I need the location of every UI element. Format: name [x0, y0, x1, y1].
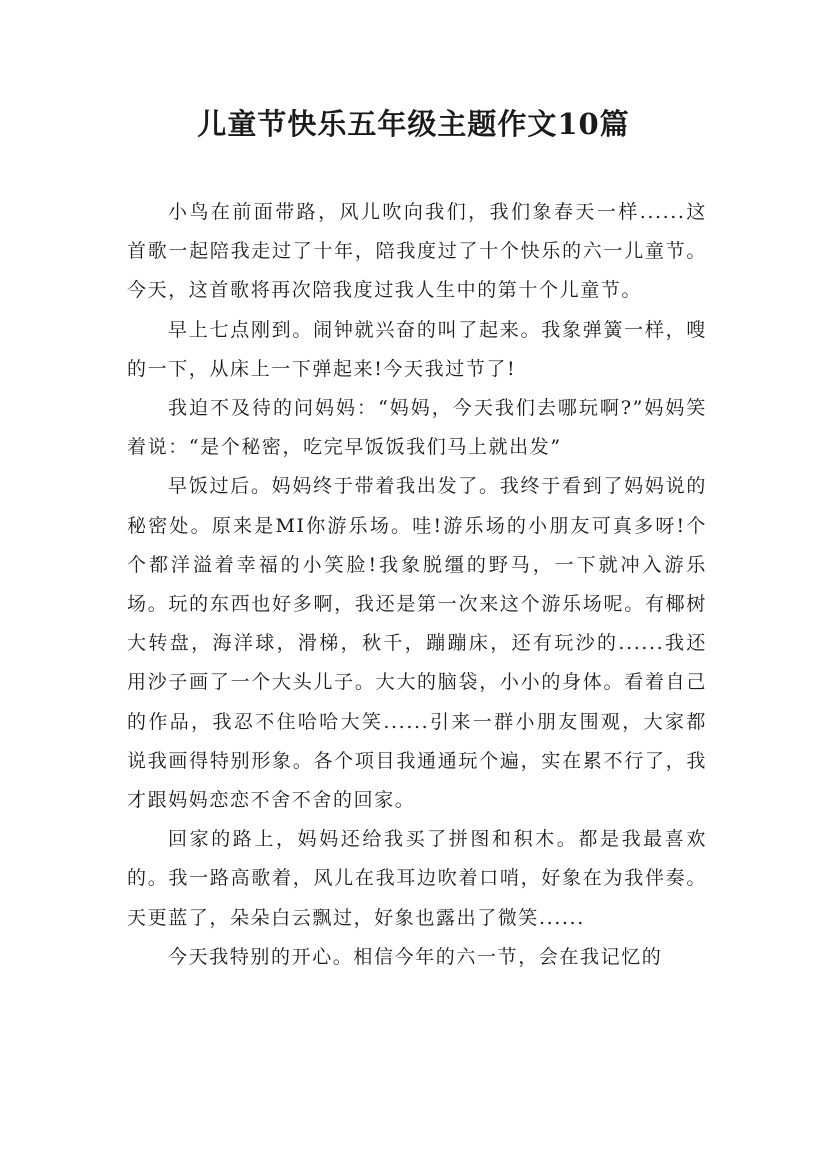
document-title: 儿童节快乐五年级主题作文10篇 — [197, 107, 630, 141]
paragraph-5: 回家的路上，妈妈还给我买了拼图和积木。都是我最喜欢的。我一路高歌着，风儿在我耳边吹着口哨，好象在为我伴奏。天更蓝了，朵朵白云飘过，好象也露出了微笑...... — [127, 828, 707, 929]
document-body — [127, 193, 707, 977]
paragraph-3: 我迫不及待的问妈妈：“妈妈，今天我们去哪玩啊?”妈妈笑着说：“是个秘密，吃完早饭饭我们马上就出发” — [127, 397, 707, 459]
paragraph-6: 今天我特别的开心。相信今年的六一节，会在我记忆的 — [168, 945, 663, 968]
paragraph-1: 小鸟在前面带路，风儿吹向我们，我们象春天一样......这首歌一起陪我走过了十年，陪我度过了十个快乐的六一儿童节。今天，这首歌将再次陪我度过我人生中的第十个儿童节。 — [127, 201, 707, 302]
paragraph-4: 早饭过后。妈妈终于带着我出发了。我终于看到了妈妈说的秘密处。原来是MI你游乐场。哇!游乐场的小朋友可真多呀!个个都洋溢着幸福的小笑脸!我象脱缰的野马，一下就冲入游乐场。玩的东西也好多啊，我还是第一次来这个游乐场呢。有椰树大转盘，海洋球，滑梯，秋千，蹦蹦床，还有玩沙的......我还用沙子画了一个大头儿子。大大的脑袋，小小的身体。看着自己的作品，我忍不住哈哈大笑......引来一群小朋友围观，大家都说我画得特别形象。各个项目我通通玩个遍，实在累不行了，我才跟妈妈恋恋不舍不舍的回家。 — [127, 475, 707, 812]
paragraph-2: 早上七点刚到。闹钟就兴奋的叫了起来。我象弹簧一样，嗖的一下，从床上一下弹起来!今天我过节了! — [127, 318, 707, 380]
